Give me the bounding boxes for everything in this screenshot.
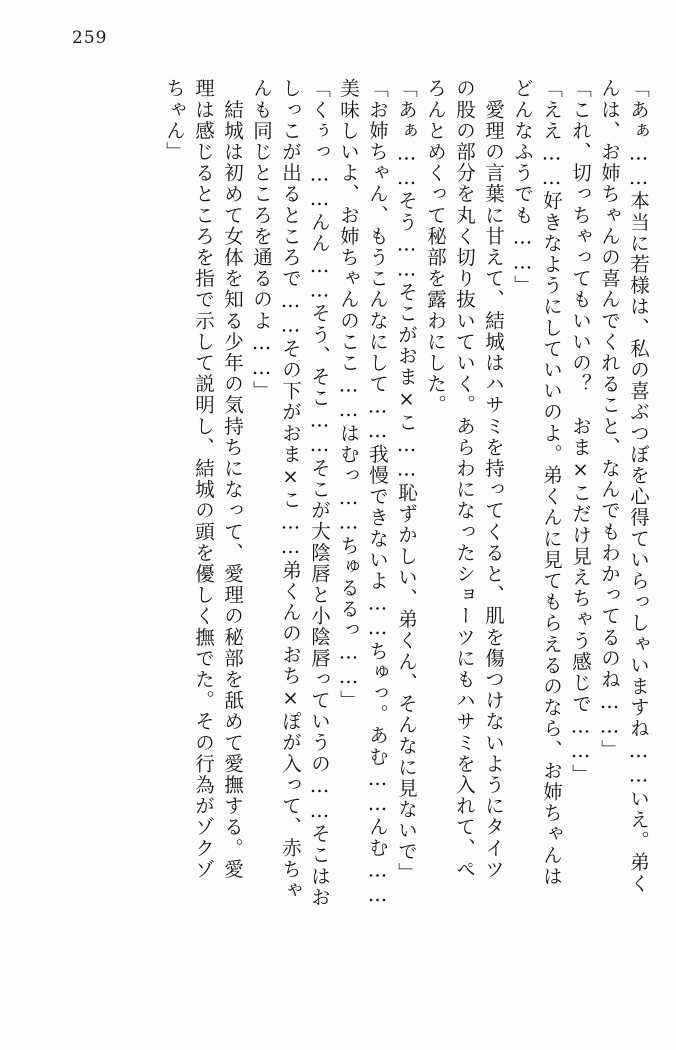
text-line: 愛理の言葉に甘えて、結城はハサミを持ってくると、肌を傷つけないようにタイツ [482,78,505,880]
text-line: 「あぁ……本当に若様は、私の喜ぶつぼを心得ていらっしゃいますね……いえ。弟く [627,78,650,894]
text-line: んは、お姉ちゃんの喜んでくれること、なんでもわかってるのね……」 [598,78,621,761]
text-line: 「くぅっ……んん……そう、そこ……そこが大陰唇と小陰唇っていうの……そこはお [308,78,331,908]
page-number: 259 [72,28,108,48]
text-line: 「あぁ……そう……そこがおま×こ……恥ずかしい、弟くん、そんなに見ないで」 [395,78,418,884]
vertical-text-block [36,78,648,1018]
text-line: 「お姉ちゃん、もうこんなにして……我慢できないよ……ちゅっ。あむ……んむ…… [366,78,389,908]
text-line: 理は感じるところを指で示して説明し、結城の頭を優しく撫でた。その行為がゾクゾ [192,78,215,880]
text-line: んも同じところを通るのよ……」 [250,78,273,402]
text-line: 「これ、切っちゃってもいいの？ おま×こだけ見えちゃう感じで……」 [569,78,592,785]
text-line-continuation: ちゃん」 [163,78,186,163]
text-line: の股の部分を丸く切り抜いていく。あらわになったショーツにもハサミを入れて、ぺ [453,78,476,880]
text-line: 美味しいよ、お姉ちゃんのここ……はむっ……ちゅるるっ……」 [337,78,360,711]
text-line: どんなふうでも……」 [511,78,534,296]
text-line: 「ええ……好きなようにしていいのよ。弟くんに見てもらえるのなら、お姉ちゃんは [540,78,563,887]
text-line: 結城は初めて女体を知る少年の気持ちになって、愛理の秘部を舐めて愛撫する。愛 [221,78,244,880]
text-line: しっこが出るところで……その下がおま×こ……弟くんのおち×ぽが入って、赤ちゃ [279,78,302,901]
text-line: ろんとめくって秘部を露わにした。 [424,78,447,416]
